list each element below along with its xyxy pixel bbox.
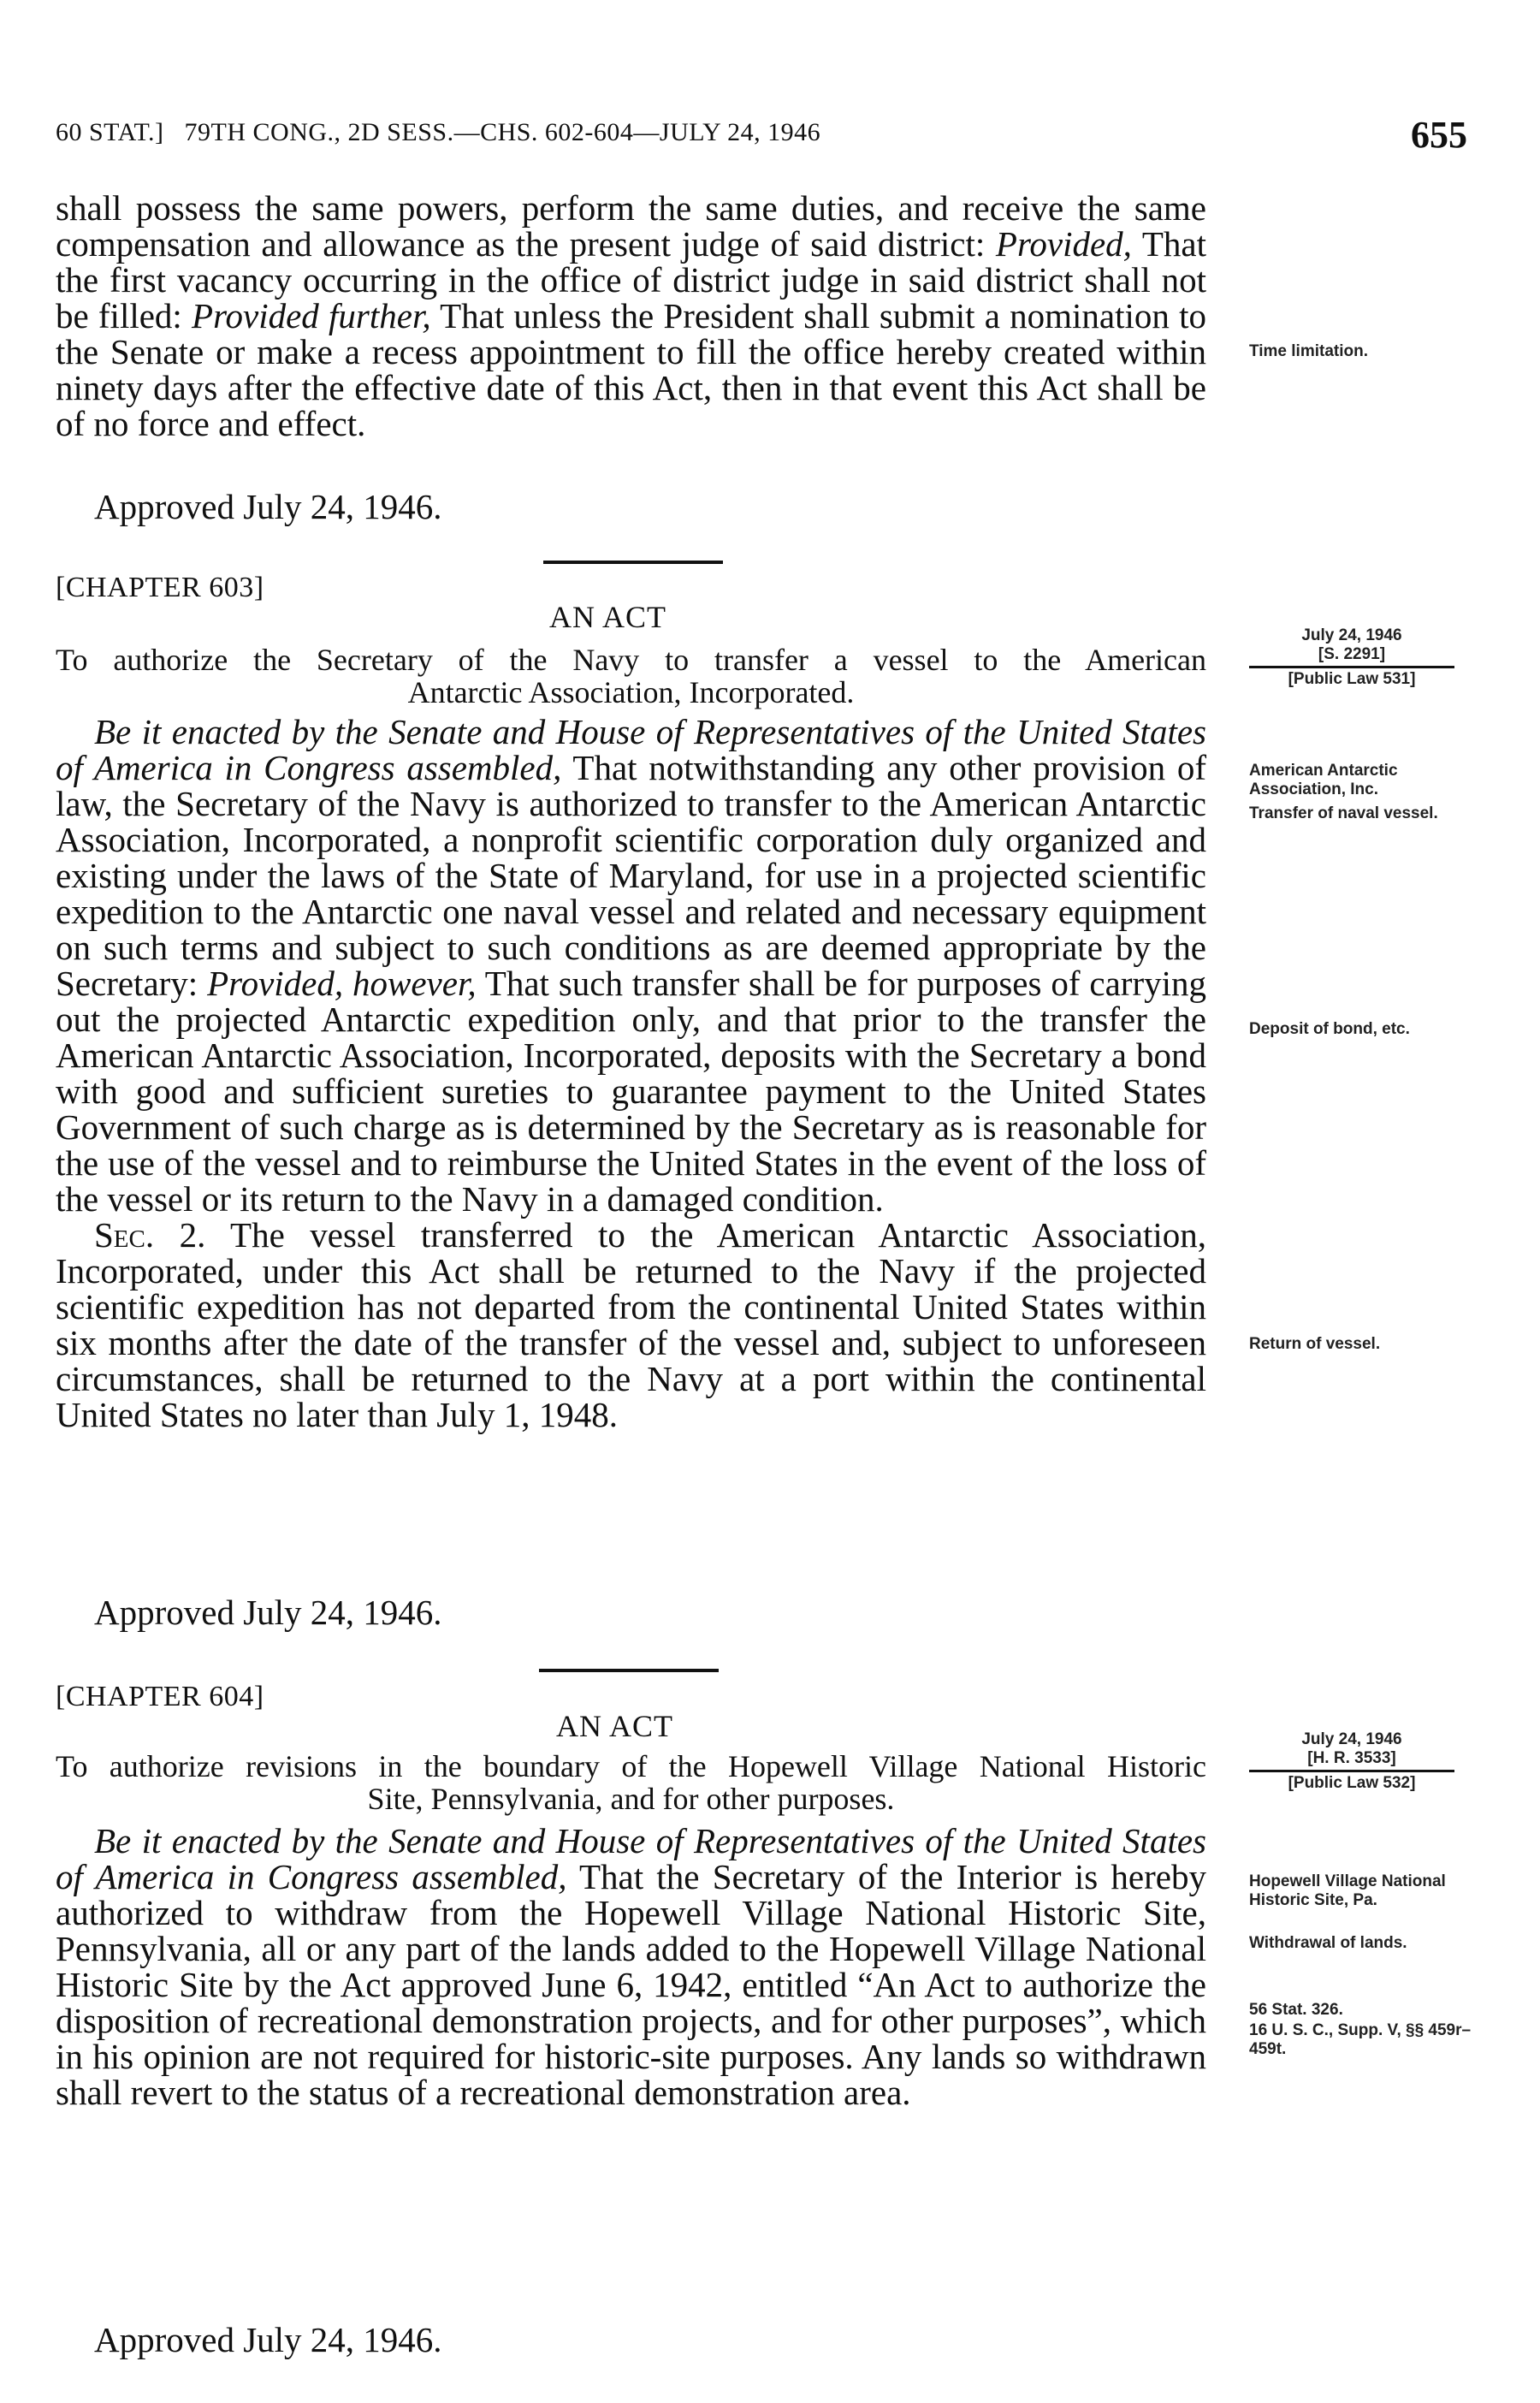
section-rule [539, 1669, 719, 1672]
margin-note: Withdrawal of lands. [1249, 1934, 1407, 1952]
margin-note: Time limitation. [1249, 342, 1369, 360]
margin-note: American Antarctic Association, Inc. [1249, 762, 1398, 798]
paragraph: Be it enacted by the Senate and House of Representatives of the United States of America in Congress assembled, That notwithstanding any other provision of law, the Secretary of the Navy is authorized to transfer to the American Antarctic Association, Incorporated, a nonprofit scientific corporation duly organized and existing under the laws of the State of Maryland, for use in a projected scientific expedition to the Antarctic one naval vessel and related and necessary equipment on such terms and subject to such conditions as are deemed appropriate by the Secretary: Provided, however, That such transfer shall be for purposes of carrying out the projected Antarctic expedition only, and that prior to the transfer the American Antarctic Association, Incorporated, deposits with the Secretary a bond with good and sufficient sureties to guarantee payment to the United States Government of such charge as is determined by the Secretary as is reasonable for the use of the vessel and to reimburse the United States in the event of the loss of the vessel or its return to the Navy in a damaged condition. [56, 712, 1206, 1219]
margin-note: Hopewell Village National Historic Site, Pa. [1249, 1872, 1446, 1909]
act-heading: AN ACT [549, 600, 667, 634]
margin-note: 16 U. S. C., Supp. V, §§ 459r–459t. [1249, 2021, 1472, 2058]
page-number: 655 [1411, 114, 1467, 156]
paragraph: Be it enacted by the Senate and House of Representatives of the United States of America in Congress assembled, That the Secretary of the Interior is hereby authorized to withdraw from the Hopewell Village National Historic Site, Pennsylvania, all or any part of the lands added to the Hopewell Village National Historic Site by the Act approved June 6, 1942, entitled “An Act to authorize the disposition of recreational demonstration projects, and for other purposes”, which in his opinion are not required for historic-site purposes. Any lands so withdrawn shall revert to the status of a recreational demonstration area. [56, 1821, 1206, 2112]
approved-line: Approved July 24, 1946. [94, 2320, 442, 2359]
chapter-label: [CHAPTER 603] [56, 572, 264, 603]
paragraph: Sec. 2. The vessel transferred to the American Antarctic Association, Incorporated, under this Act shall be returned to the Navy if the projected scientific expedition has not departed from the continental United States within six months after the date of the transfer of the vessel and, subject to unforeseen circumstances, shall be returned to the Navy at a port within the continental United States no later than July 1, 1948. [56, 1215, 1207, 1434]
margin-note: Deposit of bond, etc. [1249, 1020, 1410, 1038]
act-purpose: To authorize the Secretary of the Navy to transfer a vessel to the American Antarctic Association, Incorporated. [56, 643, 1206, 709]
margin-note: Return of vessel. [1249, 1335, 1381, 1353]
header-citation: 60 STAT.] 79TH CONG., 2D SESS.—CHS. 602-604—JULY 24, 1946 [56, 118, 821, 146]
approved-line: Approved July 24, 1946. [94, 1593, 442, 1632]
chapter-604-body [56, 1823, 1206, 2110]
chapter-603-body [56, 714, 1206, 1433]
margin-citation-603: July 24, 1946 [S. 2291] [Public Law 531] [1249, 626, 1454, 689]
paragraph: shall possess the same powers, perform the same duties, and receive the same compensation and allowance as the present judge of said district: Provided, That the first vacancy occurring in the office of district judge in said district shall not be filled: Provided further, That unless the President shall submit a nomination to the Senate or make a recess appointment to fill the office hereby created within ninety days after the effective date of this Act, then in that event this Act shall be of no force and effect. [56, 188, 1206, 443]
section-rule [543, 561, 723, 564]
approved-line: Approved July 24, 1946. [94, 487, 442, 526]
act-purpose: To authorize revisions in the boundary of the Hopewell Village National Historic Site, Pennsylvania, and for other purposes. [56, 1749, 1206, 1816]
margin-citation-604: July 24, 1946 [H. R. 3533] [Public Law 532] [1249, 1730, 1454, 1793]
chapter-label: [CHAPTER 604] [56, 1681, 264, 1712]
margin-note: 56 Stat. 326. [1249, 2001, 1343, 2019]
chapter-602-continuation [56, 190, 1206, 442]
margin-note: Transfer of naval vessel. [1249, 804, 1438, 822]
running-header [56, 114, 1467, 161]
act-heading: AN ACT [556, 1709, 674, 1743]
